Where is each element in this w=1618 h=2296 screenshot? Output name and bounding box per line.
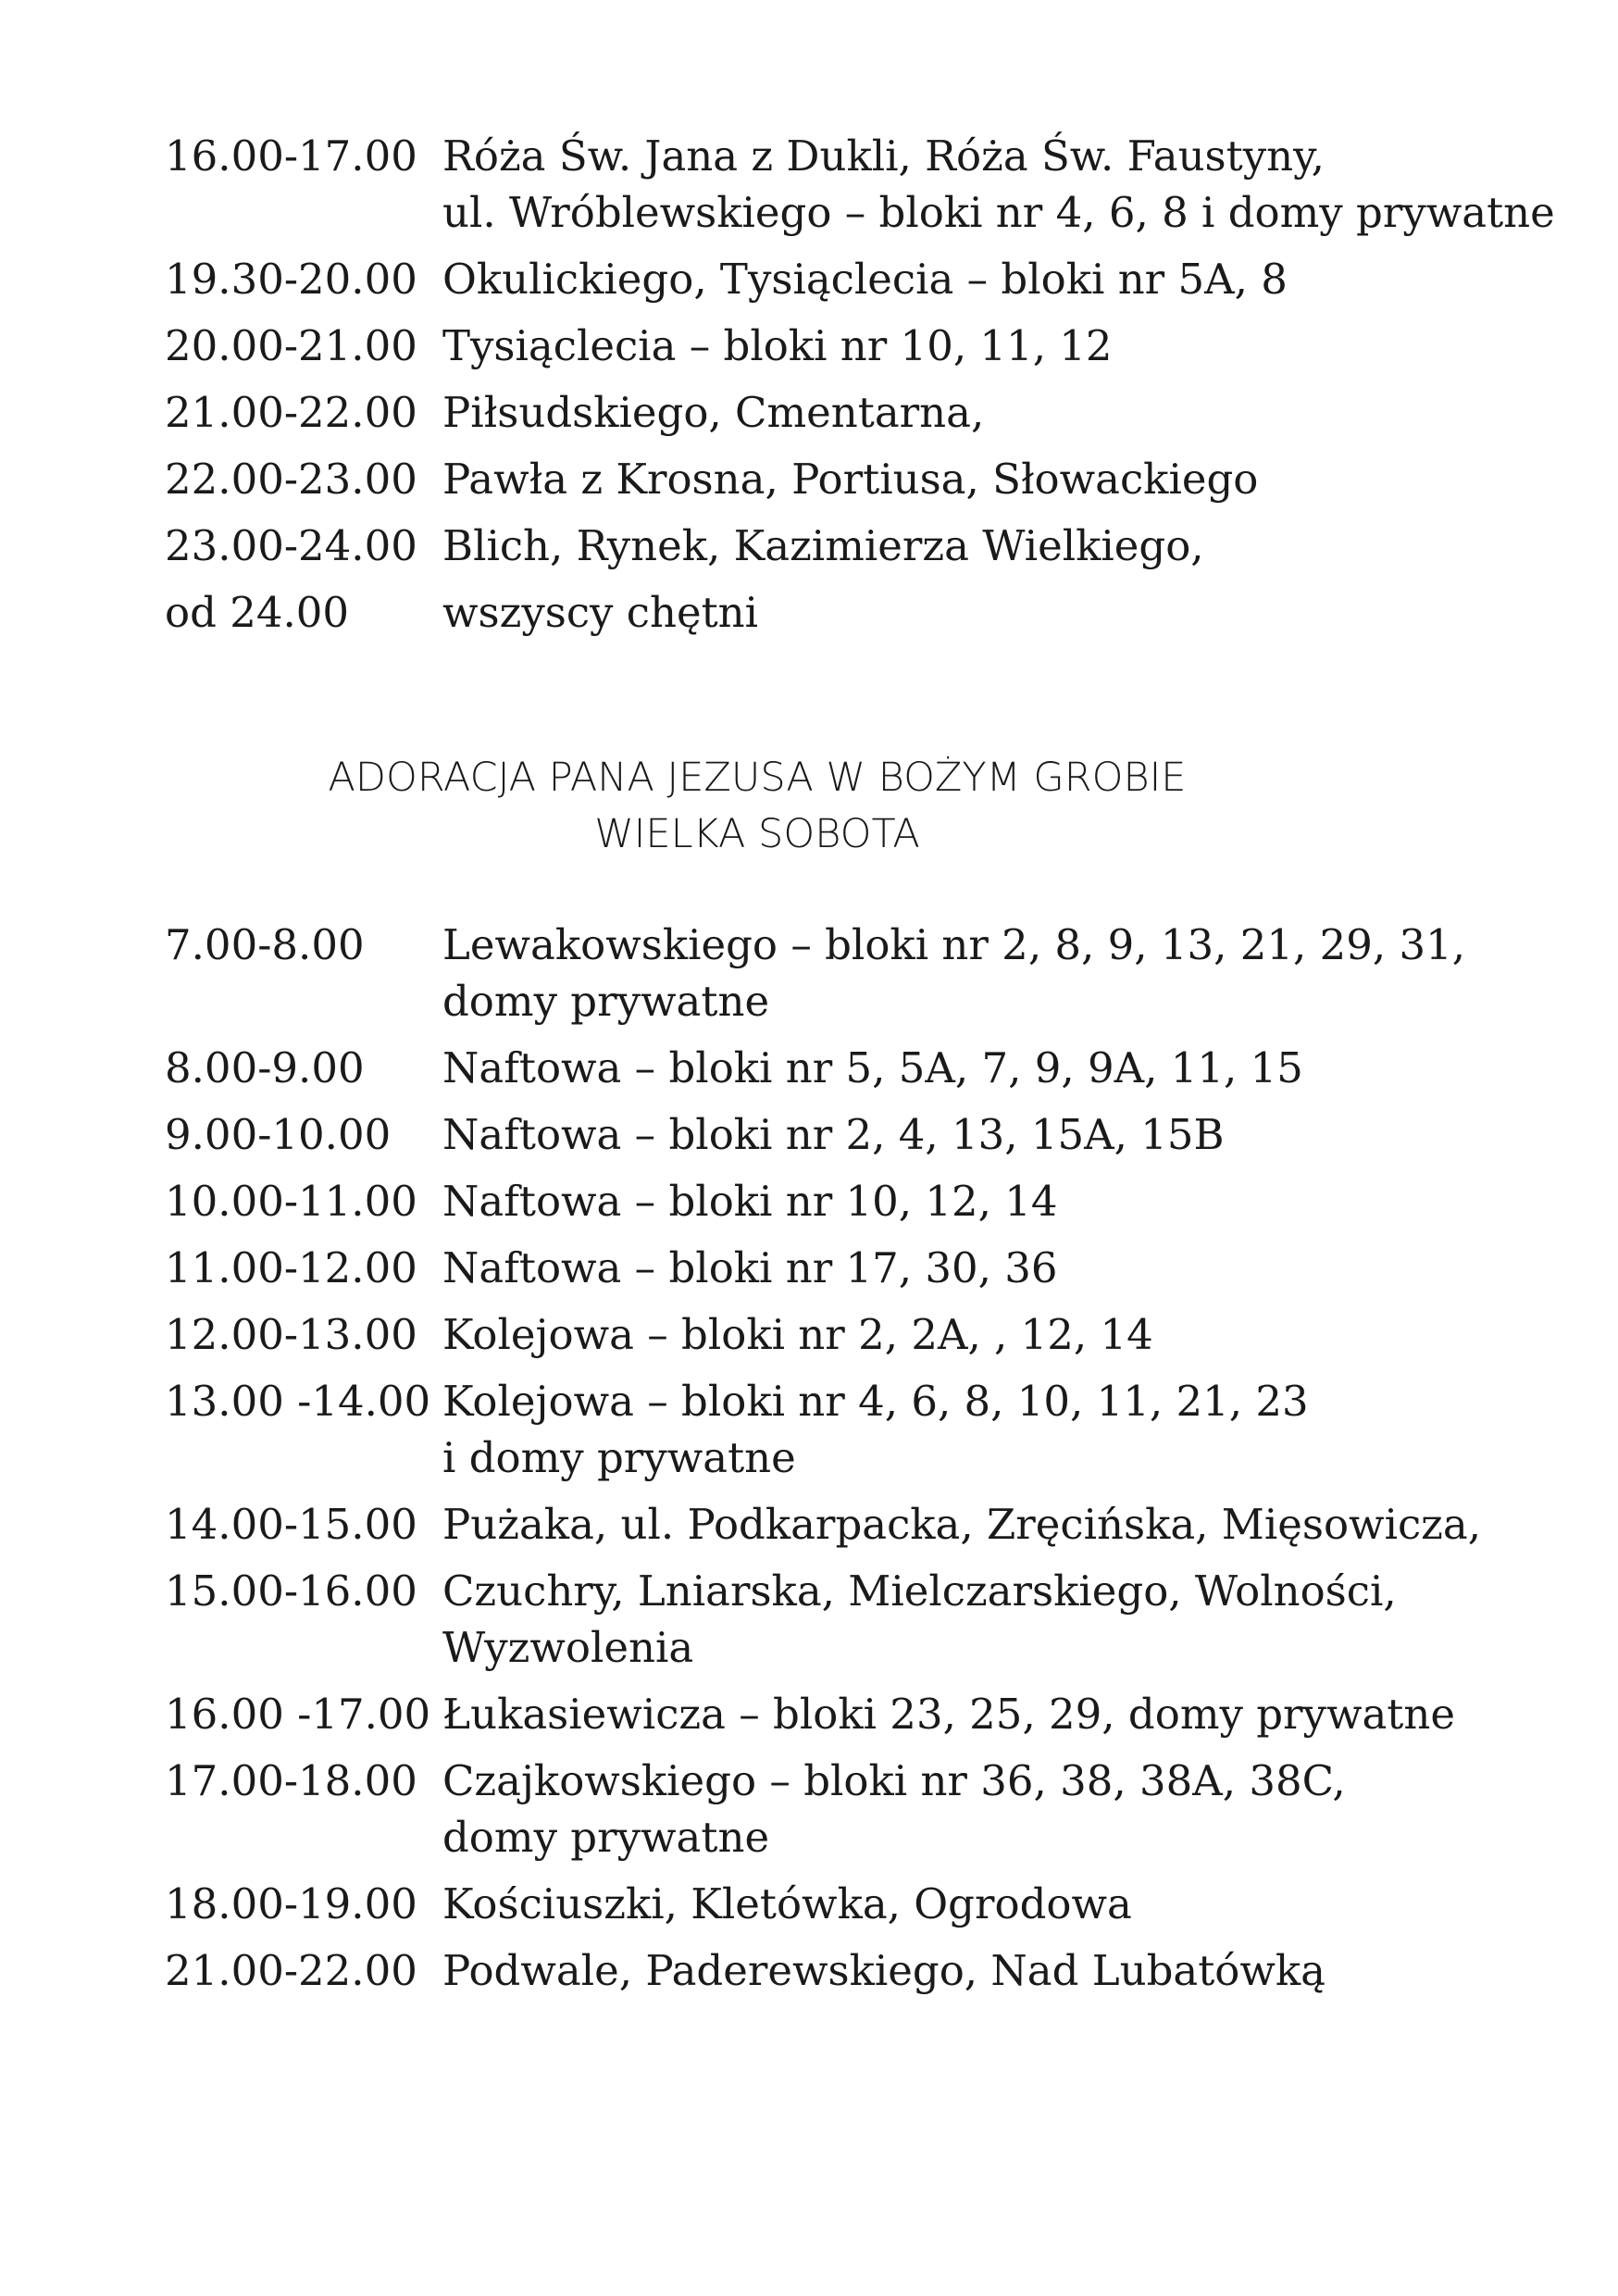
location-line: Tysiąclecia – bloki nr 10, 11, 12: [442, 321, 1113, 370]
schedule-row: [165, 384, 1479, 441]
time-slot: 16.00-17.00: [165, 131, 417, 181]
document-page: [165, 128, 1555, 2009]
location-line: Kościuszki, Kletówka, Ogrodowa: [442, 1879, 1132, 1928]
location-line: Naftowa – bloki nr 17, 30, 36: [442, 1243, 1058, 1292]
location-text: [442, 1686, 1479, 1742]
schedule-row: [165, 1373, 1479, 1486]
schedule-row: [165, 1753, 1479, 1866]
location-text: [442, 584, 1479, 641]
schedule-friday: [165, 128, 1555, 641]
schedule-row: [165, 1876, 1479, 1932]
schedule-row: [165, 518, 1479, 574]
location-text: [442, 1240, 1479, 1296]
location-line: Róża Św. Jana z Dukli, Róża Św. Faustyny,: [442, 131, 1325, 181]
schedule-row: [165, 318, 1479, 374]
location-line: Pużaka, ul. Podkarpacka, Zręcińska, Mięsowicza,: [442, 1500, 1482, 1549]
time-slot: 7.00-8.00: [165, 920, 365, 969]
location-line: Łukasiewicza – bloki 23, 25, 29, domy prywatne: [442, 1690, 1455, 1739]
time-slot: 9.00-10.00: [165, 1110, 392, 1159]
location-line: ul. Wróblewskiego – bloki nr 4, 6, 8 i domy prywatne: [442, 188, 1555, 237]
time-slot: 21.00-22.00: [165, 1946, 417, 1995]
time-slot: od 24.00: [165, 588, 350, 637]
schedule-row: [165, 451, 1479, 507]
time-slot: 15.00-16.00: [165, 1566, 417, 1616]
schedule-row: [165, 1106, 1479, 1163]
location-text: [442, 128, 1555, 241]
location-text: [442, 1173, 1479, 1229]
location-text: [442, 1373, 1479, 1486]
location-line: Piłsudskiego, Cmentarna,: [442, 388, 985, 437]
location-line: Podwale, Paderewskiego, Nad Lubatówką: [442, 1946, 1326, 1995]
location-text: [442, 518, 1479, 574]
schedule-row: [165, 1173, 1479, 1229]
location-text: [442, 1876, 1479, 1932]
time-slot: 14.00-15.00: [165, 1500, 417, 1549]
schedule-row: [165, 251, 1479, 307]
location-text: [442, 1753, 1479, 1866]
schedule-saturday: [165, 917, 1482, 1999]
location-text: [442, 1106, 1479, 1163]
location-line: Okulickiego, Tysiąclecia – bloki nr 5A, 8: [442, 255, 1288, 304]
time-slot: 20.00-21.00: [165, 321, 417, 370]
time-slot: 18.00-19.00: [165, 1879, 417, 1928]
location-line: Lewakowskiego – bloki nr 2, 8, 9, 13, 21, 29, 31,: [442, 920, 1466, 969]
location-line: domy prywatne: [442, 977, 770, 1026]
time-slot: 8.00-9.00: [165, 1043, 365, 1092]
schedule-row: [165, 128, 1555, 241]
time-slot: 13.00 -14.00: [165, 1377, 431, 1426]
location-text: [442, 384, 1479, 441]
location-line: Naftowa – bloki nr 10, 12, 14: [442, 1177, 1058, 1226]
location-text: [442, 917, 1479, 1029]
schedule-row: [165, 1306, 1479, 1363]
location-line: wszyscy chętni: [442, 588, 759, 637]
schedule-row: [165, 917, 1479, 1029]
schedule-row: [165, 1563, 1479, 1676]
location-text: [442, 1563, 1479, 1676]
section-heading: [109, 750, 1405, 863]
location-line: Czuchry, Lniarska, Mielczarskiego, Wolności,: [442, 1566, 1397, 1616]
schedule-row: [165, 584, 1479, 641]
location-text: [442, 318, 1479, 374]
location-line: Czajkowskiego – bloki nr 36, 38, 38A, 38C,: [442, 1756, 1346, 1805]
time-slot: 16.00 -17.00: [165, 1690, 431, 1739]
time-slot: 10.00-11.00: [165, 1177, 417, 1226]
location-line: Naftowa – bloki nr 5, 5A, 7, 9, 9A, 11, 15: [442, 1043, 1303, 1092]
location-text: [442, 1040, 1479, 1096]
time-slot: 22.00-23.00: [165, 455, 417, 504]
time-slot: 19.30-20.00: [165, 255, 417, 304]
schedule-row: [165, 1686, 1479, 1742]
schedule-row: [165, 1040, 1479, 1096]
location-text: [442, 1306, 1479, 1363]
heading-line-1: ADORACJA PANA JEZUSA W BOŻYM GROBIE: [328, 755, 1187, 801]
location-text: [442, 451, 1479, 507]
location-line: Wyzwolenia: [442, 1623, 694, 1672]
location-line: Kolejowa – bloki nr 4, 6, 8, 10, 11, 21, 23: [442, 1377, 1309, 1426]
time-slot: 12.00-13.00: [165, 1310, 417, 1359]
location-line: i domy prywatne: [442, 1433, 796, 1482]
location-line: Blich, Rynek, Kazimierza Wielkiego,: [442, 521, 1204, 570]
schedule-row: [165, 1496, 1482, 1553]
time-slot: 17.00-18.00: [165, 1756, 417, 1805]
location-line: Naftowa – bloki nr 2, 4, 13, 15A, 15B: [442, 1110, 1225, 1159]
time-slot: 21.00-22.00: [165, 388, 417, 437]
location-line: Kolejowa – bloki nr 2, 2A, , 12, 14: [442, 1310, 1153, 1359]
location-text: [442, 251, 1479, 307]
time-slot: 11.00-12.00: [165, 1243, 417, 1292]
location-line: domy prywatne: [442, 1813, 770, 1862]
location-text: [442, 1496, 1481, 1553]
time-slot: 23.00-24.00: [165, 521, 417, 570]
schedule-row: [165, 1942, 1479, 1999]
heading-line-2: WIELKA SOBOTA: [594, 811, 920, 857]
location-text: [442, 1942, 1479, 1999]
schedule-row: [165, 1240, 1479, 1296]
location-line: Pawła z Krosna, Portiusa, Słowackiego: [442, 455, 1259, 504]
